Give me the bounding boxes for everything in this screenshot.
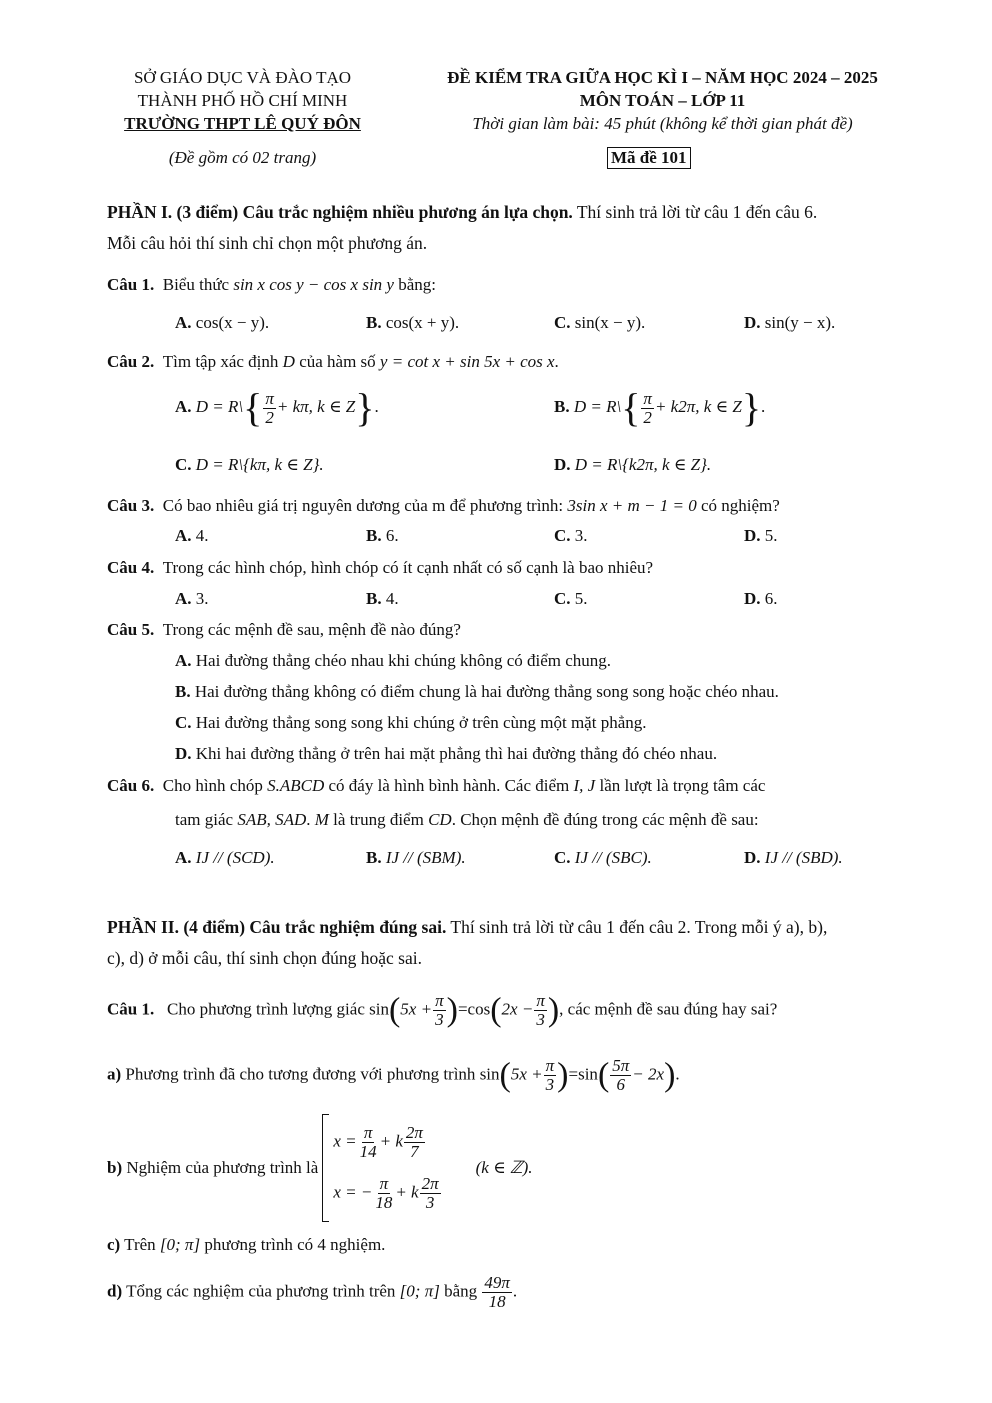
- q4-option-d[interactable]: D. 6.: [744, 589, 778, 608]
- q5-option-c[interactable]: C. Hai đường thẳng song song khi chúng ở trên cùng một mặt phẳng.: [175, 713, 647, 732]
- q1-label: Câu 1.: [107, 275, 155, 294]
- q2-option-b[interactable]: B. D = R\{ $\frac{\pi}{2}$ + k2π, k ∈ Z}.: [554, 385, 766, 430]
- q2-option-d[interactable]: D. D = R\{k2π, k ∈ Z}.: [554, 455, 712, 474]
- exam-title: ĐỀ KIỂM TRA GIỮA HỌC KÌ I – NĂM HỌC 2024 – 2025: [447, 68, 878, 87]
- q6-option-d[interactable]: D. IJ // (SBD).: [744, 848, 843, 867]
- statement-d[interactable]: d) Tổng các nghiệm của phương trình trên [0; π] bằng $\frac{49\pi}{18}$ .: [107, 1273, 518, 1311]
- q1-text: Biểu thức: [162, 275, 234, 294]
- time-note: Thời gian làm bài: 45 phút (không kể thời gian phát đề): [472, 114, 853, 133]
- q6-option-a[interactable]: A. IJ // (SCD).: [175, 848, 275, 867]
- q1-option-d[interactable]: D. sin(y − x).: [744, 313, 836, 332]
- q2-label: Câu 2.: [107, 352, 155, 371]
- question-6: Câu 6. Cho hình chóp S.ABCD có đáy là hình bình hành. Các điểm I, J lần lượt là trọng tâm các: [107, 776, 766, 795]
- q5-option-a[interactable]: A. Hai đường thẳng chéo nhau khi chúng không có điểm chung.: [175, 651, 612, 670]
- q2-option-c[interactable]: C. D = R\{kπ, k ∈ Z}.: [175, 455, 324, 474]
- question-6-line-2: tam giác SAB, SAD. M là trung điểm CD. Chọn mệnh đề đúng trong các mệnh đề sau:: [175, 810, 759, 829]
- q4-option-b[interactable]: B. 4.: [366, 589, 399, 608]
- q6-option-b[interactable]: B. IJ // (SBM).: [366, 848, 466, 867]
- question-1: [107, 275, 436, 295]
- q3-option-d[interactable]: D. 5.: [744, 526, 778, 545]
- q1-option-c[interactable]: C. sin(x − y).: [554, 313, 646, 332]
- p2-question-1: Câu 1. Cho phương trình lượng giác sin(5x + $\frac{\pi}{3}$ )=cos(2x − $\frac{\pi}{3}$ ), các mệnh đề sau đúng hay sai?: [107, 991, 778, 1029]
- statement-c[interactable]: c) Trên [0; π] phương trình có 4 nghiệm.: [107, 1235, 386, 1254]
- q3-option-c[interactable]: C. 3.: [554, 526, 588, 545]
- statement-b[interactable]: b) Nghiệm của phương trình là x = $\frac{\pi}{14}$ + k $\frac{2\pi}{7}$ x = − $\frac{\pi}{18}$ + k $\frac{2\pi}{3}$ (k ∈ ℤ).: [107, 1114, 533, 1222]
- q3-option-b[interactable]: B. 6.: [366, 526, 399, 545]
- q3-option-a[interactable]: A. 4.: [175, 526, 209, 545]
- q1-expression: sin x cos y − cos x sin y: [233, 275, 394, 294]
- solution-system: x = $\frac{\pi}{14}$ + k $\frac{2\pi}{7}$ x = − $\frac{\pi}{18}$ + k $\frac{2\pi}{3}$: [322, 1114, 441, 1222]
- part1-title: PHẦN I. (3 điểm) Câu trắc nghiệm nhiều phương án lựa chọn.: [107, 202, 573, 222]
- question-5: Câu 5. Trong các mệnh đề sau, mệnh đề nào đúng?: [107, 620, 461, 639]
- part2-heading: PHẦN II. (4 điểm) Câu trắc nghiệm đúng sai. Thí sinh trả lời từ câu 1 đến câu 2. Trong mỗi ý a), b),: [107, 917, 828, 937]
- q1-text-end: bằng:: [393, 275, 437, 294]
- question-2: Câu 2. Tìm tập xác định D của hàm số y = cot x + sin 5x + cos x.: [107, 352, 559, 371]
- part1-instruction: Thí sinh trả lời từ câu 1 đến câu 6.: [572, 202, 818, 222]
- q1-option-a[interactable]: A. cos(x − y).: [175, 313, 270, 332]
- question-4: Câu 4. Trong các hình chóp, hình chóp có ít cạnh nhất có số cạnh là bao nhiêu?: [107, 558, 654, 577]
- part1-heading: [107, 202, 817, 223]
- q6-option-c[interactable]: C. IJ // (SBC).: [554, 848, 652, 867]
- q5-option-d[interactable]: D. Khi hai đường thẳng ở trên hai mặt phẳng thì hai đường thẳng đó chéo nhau.: [175, 744, 718, 763]
- part1-instruction-2: Mỗi câu hỏi thí sinh chỉ chọn một phương án.: [107, 233, 428, 253]
- part2-title: PHẦN II. (4 điểm) Câu trắc nghiệm đúng sai.: [107, 917, 447, 937]
- page-count: (Đề gồm có 02 trang): [168, 148, 317, 167]
- department-line-2: THÀNH PHỐ HỒ CHÍ MINH: [137, 91, 348, 110]
- statement-a[interactable]: a) Phương trình đã cho tương đương với phương trình sin(5x + $\frac{\pi}{3}$ )=sin( $\frac{5\pi}{6}$ − 2x).: [107, 1056, 680, 1094]
- q5-option-b[interactable]: B. Hai đường thẳng không có điểm chung là hai đường thẳng song song hoặc chéo nhau.: [175, 682, 779, 701]
- question-3: Câu 3. Có bao nhiêu giá trị nguyên dương của m để phương trình: 3sin x + m − 1 = 0 có nghiệm?: [107, 496, 780, 515]
- subject-title: MÔN TOÁN – LỚP 11: [579, 91, 746, 110]
- school-name: TRƯỜNG THPT LÊ QUÝ ĐÔN: [124, 114, 361, 133]
- exam-code: Mã đề 101: [607, 147, 691, 169]
- q1-option-b[interactable]: B. cos(x + y).: [366, 313, 460, 332]
- q4-option-c[interactable]: C. 5.: [554, 589, 588, 608]
- part2-instruction-2: c), d) ở mỗi câu, thí sinh chọn đúng hoặc sai.: [107, 948, 422, 968]
- department-line-1: SỞ GIÁO DỤC VÀ ĐÀO TẠO: [133, 68, 352, 87]
- q4-option-a[interactable]: A. 3.: [175, 589, 209, 608]
- q2-option-a[interactable]: A. D = R\{ $\frac{\pi}{2}$ + kπ, k ∈ Z}.: [175, 385, 379, 430]
